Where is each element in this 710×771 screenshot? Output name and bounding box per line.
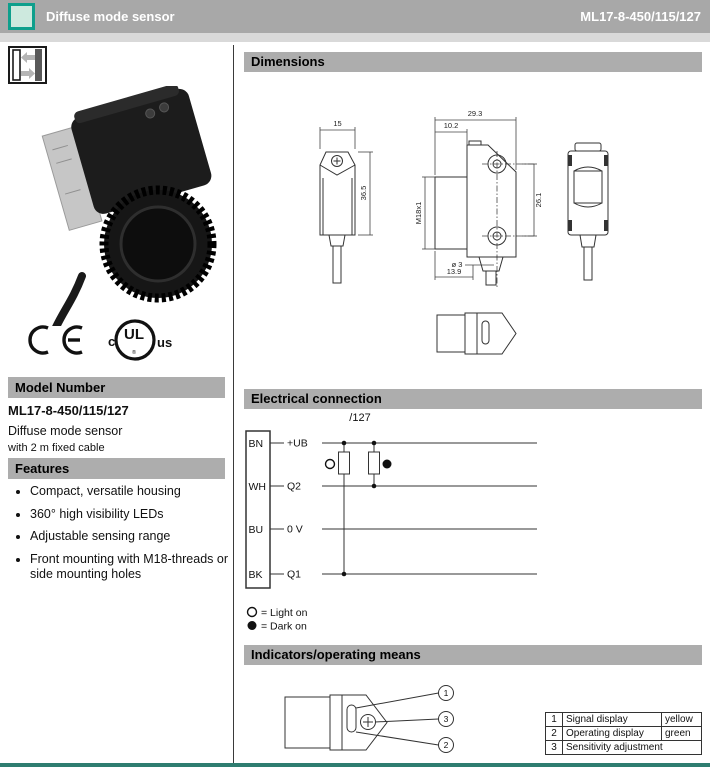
bottom-rule — [0, 763, 710, 767]
column-divider — [233, 45, 234, 763]
model-number-heading: Model Number — [8, 377, 225, 398]
wire-label: BN — [248, 438, 264, 450]
table-row — [546, 741, 702, 755]
resistor-dark-on — [369, 452, 380, 474]
indicators-drawing — [244, 668, 534, 768]
dim-label-side-offset: 10.2 — [443, 121, 459, 130]
electrical-diagram — [244, 410, 544, 642]
terminal-row-wh — [249, 481, 538, 494]
brand-square-icon — [8, 3, 35, 30]
header-model-number: ML17-8-450/115/127 — [580, 9, 701, 24]
dim-label-side-width: 29.3 — [467, 109, 483, 118]
certification-marks — [16, 316, 191, 366]
dimensions-drawing — [244, 75, 702, 380]
dim-front-view-dimensions — [320, 119, 373, 235]
wire-label: BK — [248, 569, 263, 581]
electrical-heading: Electrical connection — [244, 389, 702, 409]
ul-registered-label: ® — [132, 350, 137, 356]
legend-light-on: = Light on — [261, 607, 308, 619]
model-description: Diffuse mode sensor — [8, 424, 123, 438]
indicator-led-slot — [347, 705, 356, 732]
callout-2: 2 — [443, 740, 449, 750]
variant-label: /127 — [349, 412, 371, 424]
dim-rear-view — [568, 143, 608, 280]
dim-front-view — [320, 152, 355, 283]
signal-label: 0 V — [287, 523, 303, 536]
dim-label-hole-dia: ø 3 — [451, 260, 463, 269]
terminal-row-bu — [249, 524, 538, 537]
dim-label-side-height: 26.1 — [534, 192, 543, 208]
dim-label-hole-offset: 13.9 — [446, 267, 462, 276]
signal-label: Q2 — [287, 480, 302, 493]
ul-label: UL — [124, 326, 144, 343]
indicator-desc: Sensitivity adjustment — [563, 741, 702, 755]
product-photo — [12, 86, 227, 326]
diffuse-mode-icon — [8, 46, 48, 86]
dim-label-front-width: 15 — [333, 119, 342, 128]
resistor-light-on — [339, 452, 350, 474]
dim-top-view — [437, 313, 516, 354]
ce-mark-icon — [30, 327, 82, 353]
callouts — [356, 686, 454, 753]
terminal-box — [246, 431, 270, 588]
dim-label-thread: M18x1 — [414, 201, 423, 225]
feature-item: • Adjustable sensing range — [30, 529, 242, 544]
icon-sensor-shape — [13, 50, 20, 80]
callout-1: 1 — [443, 688, 449, 698]
terminal-row-bn — [249, 438, 538, 451]
header-substrip — [0, 33, 710, 42]
wire-label: BU — [248, 524, 264, 536]
feature-item: • 360° high visibility LEDs — [30, 507, 242, 522]
signal-label: +UB — [287, 437, 308, 450]
light-on-icon — [248, 608, 257, 617]
sensor-lens — [121, 207, 195, 281]
indicator-color: green — [662, 727, 702, 741]
terminal-row-bk — [249, 569, 538, 582]
feature-item: • Front mounting with M18-threads or side mounting holes — [30, 552, 242, 582]
dark-on-icon — [383, 460, 392, 469]
dim-label-front-height: 36.5 — [359, 185, 368, 201]
page-title: Diffuse mode sensor — [46, 9, 175, 24]
table-row — [546, 727, 702, 741]
ul-c-label: c — [108, 334, 116, 349]
feature-item: • Compact, versatile housing — [30, 484, 242, 499]
wire-label: WH — [248, 481, 266, 493]
legend-dark-on: = Dark on — [261, 620, 307, 633]
ul-mark-icon — [108, 321, 172, 359]
indicator-no: 1 — [546, 713, 563, 727]
load-network — [326, 441, 392, 577]
indicator-desc: Signal display — [563, 713, 662, 727]
ul-us-label: us — [157, 335, 173, 350]
indicator-no: 3 — [546, 741, 563, 755]
model-number-value: ML17-8-450/115/127 — [8, 403, 129, 418]
features-list — [8, 484, 242, 589]
icon-target-shape — [35, 49, 42, 81]
dark-on-icon — [248, 621, 257, 630]
indicators-table — [545, 712, 702, 755]
features-heading: Features — [8, 458, 225, 479]
table-row — [546, 713, 702, 727]
page-header — [0, 0, 710, 33]
indicator-desc: Operating display — [563, 727, 662, 741]
light-on-icon — [326, 460, 335, 469]
dim-side-view-dimensions — [414, 109, 543, 280]
model-cable-note: with 2 m fixed cable — [8, 442, 105, 454]
indicators-heading: Indicators/operating means — [244, 645, 702, 665]
callout-3: 3 — [443, 714, 449, 724]
indicator-sensor-view — [285, 695, 387, 750]
dimensions-heading: Dimensions — [244, 52, 702, 72]
electrical-legend — [248, 607, 308, 633]
signal-label: Q1 — [287, 568, 302, 581]
indicator-color: yellow — [662, 713, 702, 727]
indicator-no: 2 — [546, 727, 563, 741]
